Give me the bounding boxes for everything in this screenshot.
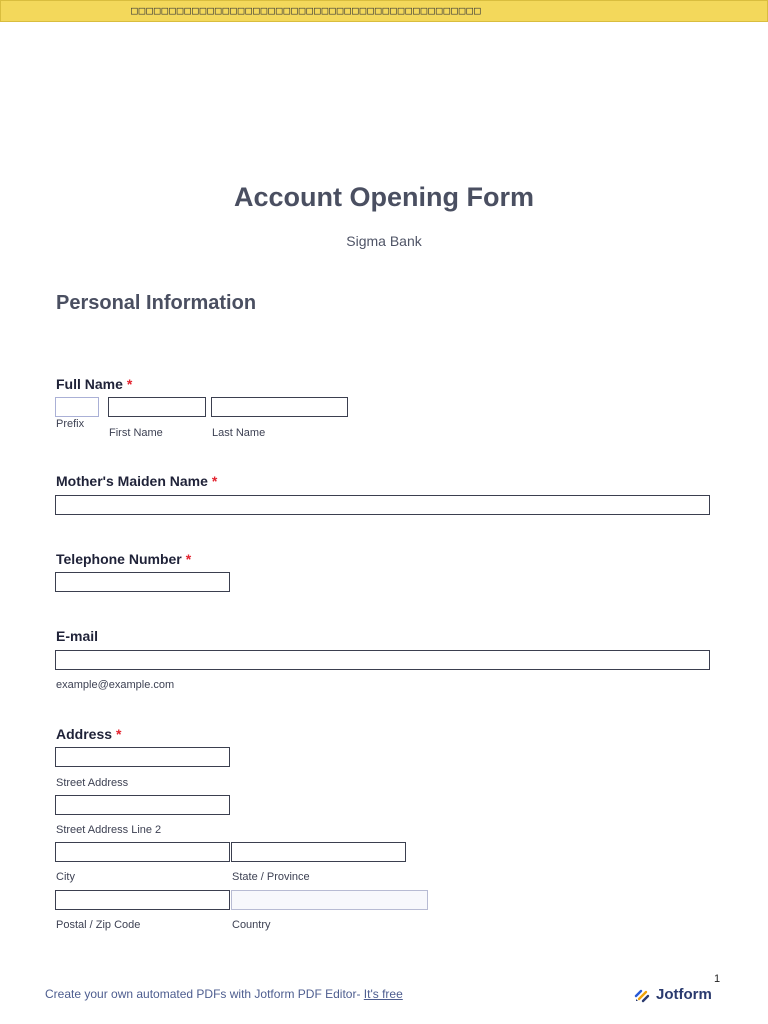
last-name-caption: Last Name [212, 427, 266, 439]
zip-input[interactable] [55, 890, 230, 910]
banner-text: □□□□□□□□□□□□□□□□□□□□□□□□□□□□□□□□□□□□□□□□□□□□□□ [131, 4, 482, 17]
jotform-logo-text: Jotform [656, 986, 712, 1003]
notice-banner [0, 0, 768, 22]
full-name-label-text: Full Name [56, 376, 123, 392]
form-title: Account Opening Form [234, 182, 534, 212]
last-name-input[interactable] [211, 397, 348, 417]
jotform-logo[interactable] [634, 986, 712, 1003]
required-mark: * [185, 551, 192, 567]
maiden-name-label [56, 473, 217, 489]
telephone-input[interactable] [55, 572, 230, 592]
page-number: 1 [714, 973, 721, 985]
first-name-caption: First Name [109, 427, 163, 439]
email-hint: example@example.com [56, 679, 175, 691]
required-mark: * [116, 726, 122, 742]
footer-promo-text: Create your own automated PDFs with Jotform PDF Editor- [45, 987, 361, 1001]
city-caption: City [56, 871, 75, 883]
required-mark: * [211, 473, 218, 489]
jotform-logo-icon [634, 987, 650, 1003]
country-caption: Country [232, 919, 271, 931]
street-address-caption: Street Address [56, 777, 129, 789]
email-input[interactable] [55, 650, 710, 670]
prefix-input[interactable] [55, 397, 99, 417]
address-label-text: Address [56, 726, 113, 742]
footer-promo [45, 987, 403, 1001]
full-name-label [56, 376, 132, 392]
city-input[interactable] [55, 842, 230, 862]
its-free-link[interactable]: It's free [363, 987, 403, 1001]
street-address-input[interactable] [55, 747, 230, 767]
telephone-label-text: Telephone Number [56, 551, 182, 567]
address-label [56, 726, 121, 742]
street-address-line2-input[interactable] [55, 795, 230, 815]
required-mark: * [126, 376, 133, 392]
maiden-name-input[interactable] [55, 495, 710, 515]
state-caption: State / Province [232, 871, 310, 883]
country-select[interactable] [231, 890, 428, 910]
telephone-label [56, 551, 191, 567]
form-subtitle: Sigma Bank [346, 233, 422, 249]
state-input[interactable] [231, 842, 406, 862]
first-name-input[interactable] [108, 397, 206, 417]
email-label: E-mail [56, 628, 99, 644]
prefix-caption: Prefix [56, 418, 85, 430]
street-address-line2-caption: Street Address Line 2 [56, 824, 162, 836]
section-heading: Personal Information [56, 292, 257, 314]
maiden-name-label-text: Mother's Maiden Name [56, 473, 208, 489]
zip-caption: Postal / Zip Code [56, 919, 141, 931]
